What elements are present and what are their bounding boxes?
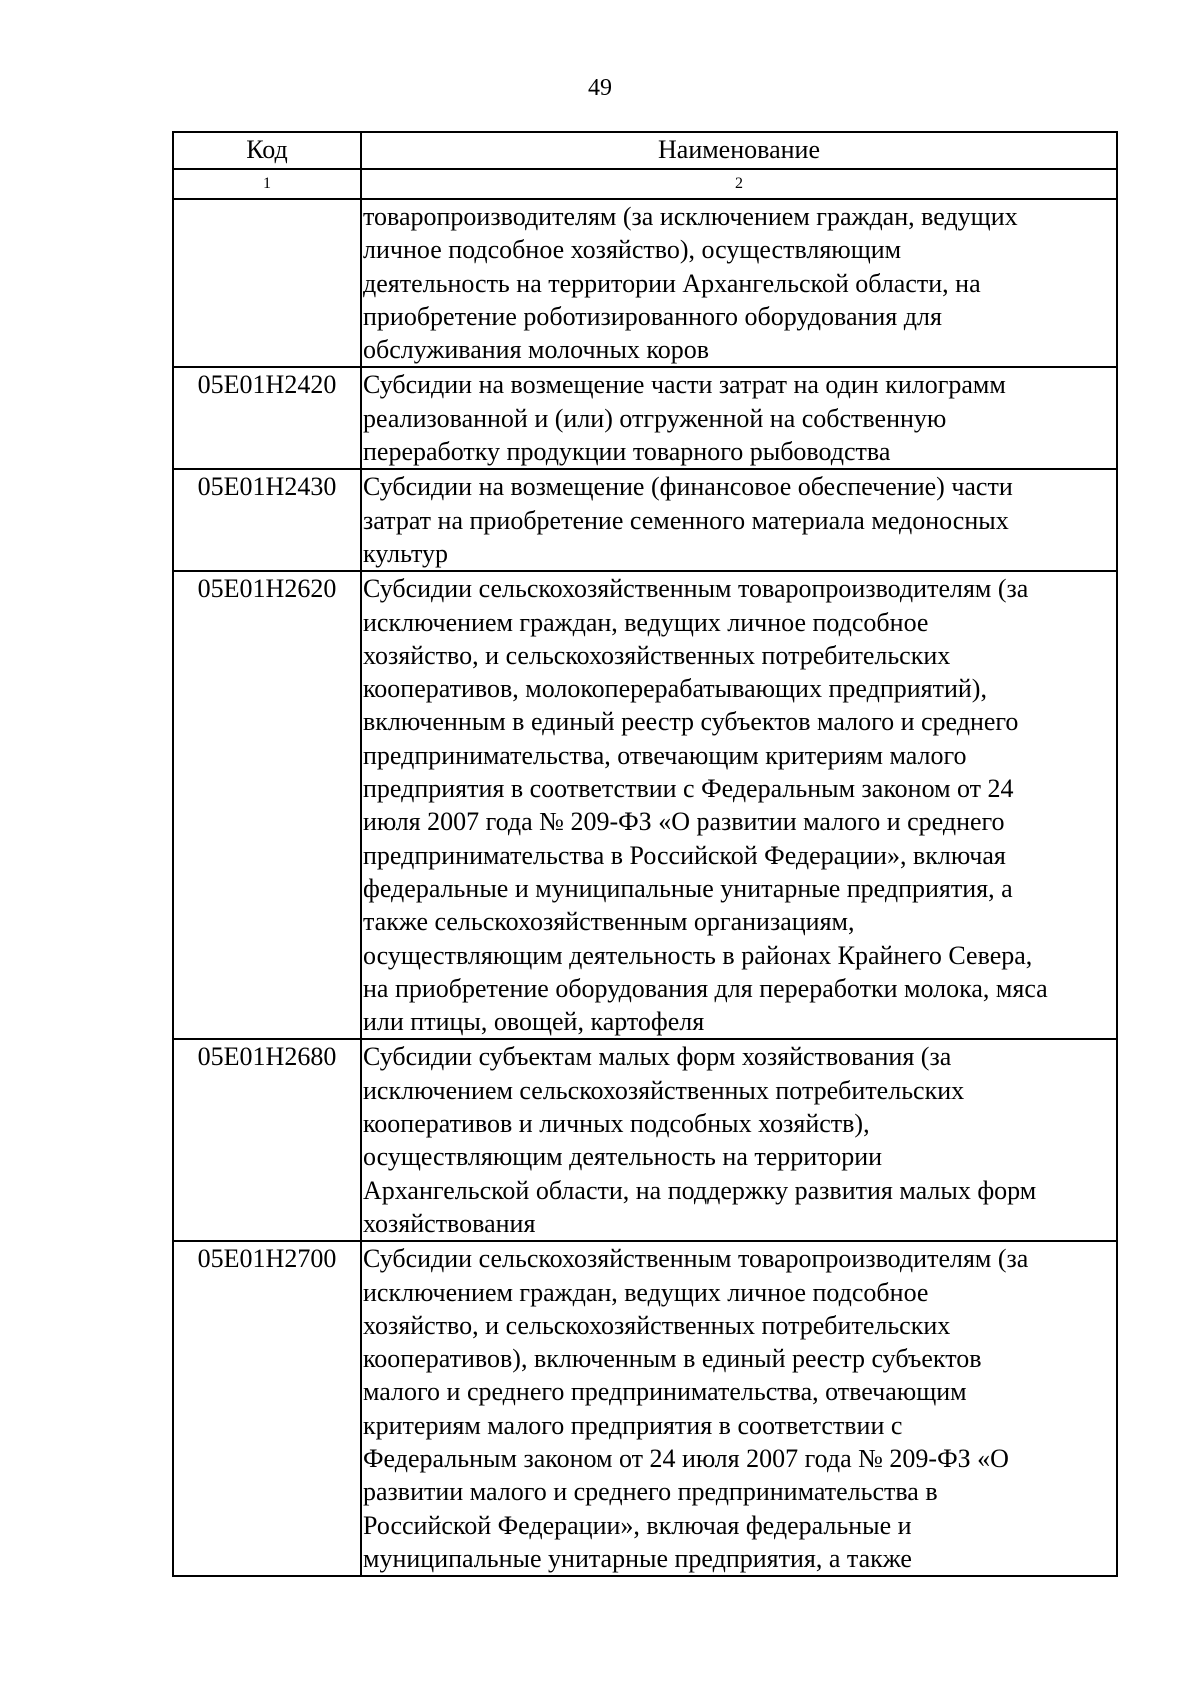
row-name-line: развитии малого и среднего предпринимательства в [363,1477,938,1507]
row-name-line: культур [363,538,448,568]
row-name [361,571,1117,1039]
row-name [361,1039,1117,1241]
row-name-line: Российской Федерации», включая федеральные и [363,1510,912,1540]
row-name-line: предпринимательства в Российской Федерации», включая [363,840,1006,870]
row-name-line: исключением сельскохозяйственных потребительских [363,1075,965,1105]
row-name-line: июля 2007 года № 209-ФЗ «О развитии малого и среднего [363,807,1005,837]
row-name-line: хозяйство, и сельскохозяйственных потребительских [363,640,951,670]
table-row [173,367,1117,469]
row-name [361,1241,1117,1576]
row-name-line: приобретение роботизированного оборудования для [363,301,942,331]
column-number-1: 1 [173,169,361,199]
row-name [361,469,1117,571]
row-code: 05Е01Н2700 [173,1241,361,1576]
column-number-row [173,169,1117,199]
column-number-2: 2 [361,169,1117,199]
row-name-line: на приобретение оборудования для переработки молока, мяса [363,973,1048,1003]
table-row [173,199,1117,367]
header-name: Наименование [361,132,1117,169]
row-name-line: осуществляющим деятельность на территории [363,1142,883,1172]
row-name-line: исключением граждан, ведущих личное подсобное [363,607,929,637]
row-name-line: кооперативов и личных подсобных хозяйств), [363,1109,870,1139]
row-name-line: включенным в единый реестр субъектов малого и среднего [363,707,1019,737]
row-name-line: затрат на приобретение семенного материала медоносных [363,505,1009,535]
row-name-line: или птицы, овощей, картофеля [363,1007,705,1037]
row-name-line: также сельскохозяйственным организациям, [363,907,855,937]
codes-table [172,131,1118,1577]
row-name [361,199,1117,367]
row-name-line: Субсидии сельскохозяйственным товаропроизводителям (за [363,1244,1029,1274]
row-name-line: федеральные и муниципальные унитарные предприятия, а [363,873,1013,903]
row-name-line: Субсидии на возмещение части затрат на один килограмм [363,370,1006,400]
row-name-line: переработку продукции товарного рыбоводства [363,437,891,467]
row-name-line: реализованной и (или) отгруженной на собственную [363,403,947,433]
row-name [361,367,1117,469]
row-code: 05Е01Н2620 [173,571,361,1039]
header-code: Код [173,132,361,169]
row-name-line: товаропроизводителям (за исключением граждан, ведущих [363,202,1018,231]
row-name-line: кооперативов, молокоперерабатывающих предприятий), [363,674,987,704]
row-name-line: обслуживания молочных коров [363,335,709,365]
row-code: 05Е01Н2680 [173,1039,361,1241]
table-row [173,1039,1117,1241]
row-code: 05Е01Н2430 [173,469,361,571]
row-name-line: Субсидии сельскохозяйственным товаропроизводителям (за [363,574,1029,604]
row-name-line: критериям малого предприятия в соответствии с [363,1410,903,1440]
row-name-line: Архангельской области, на поддержку развития малых форм [363,1175,1037,1205]
table-row [173,469,1117,571]
row-name-line: малого и среднего предпринимательства, отвечающим [363,1377,967,1407]
row-name-line: деятельность на территории Архангельской области, на [363,268,981,298]
row-name-line: предпринимательства, отвечающим критериям малого [363,740,967,770]
table-body [173,199,1117,1576]
row-name-line: хозяйство, и сельскохозяйственных потребительских [363,1310,951,1340]
row-code [173,199,361,367]
page-number: 49 [588,75,612,101]
row-name-line: осуществляющим деятельность в районах Крайнего Севера, [363,940,1033,970]
row-name-line: хозяйствования [363,1208,536,1238]
row-name-line: личное подсобное хозяйство), осуществляющим [363,235,902,265]
table-row [173,571,1117,1039]
row-name-line: Субсидии субъектам малых форм хозяйствования (за [363,1042,952,1072]
row-name-line: предприятия в соответствии с Федеральным законом от 24 [363,774,1014,804]
table-row [173,1241,1117,1576]
row-name-line: Федеральным законом от 24 июля 2007 года № 209-ФЗ «О [363,1443,1009,1473]
row-name-line: муниципальные унитарные предприятия, а также [363,1543,912,1573]
row-name-line: Субсидии на возмещение (финансовое обеспечение) части [363,472,1013,502]
table-header-row [173,132,1117,169]
row-name-line: исключением граждан, ведущих личное подсобное [363,1277,929,1307]
row-code: 05Е01Н2420 [173,367,361,469]
row-name-line: кооперативов), включенным в единый реестр субъектов [363,1344,982,1374]
